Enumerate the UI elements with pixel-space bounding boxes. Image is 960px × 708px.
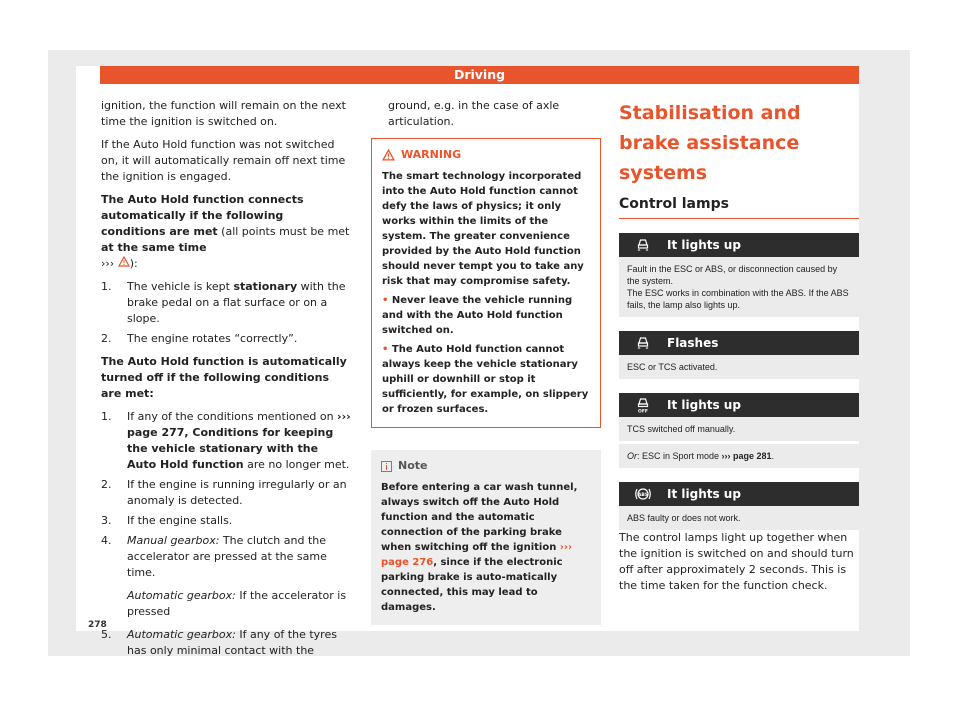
lamp-entry [619,233,859,317]
warning-box [371,138,601,428]
lamp-description [619,506,859,530]
lamp-header [619,331,859,355]
italic-text: Manual gearbox: [127,534,220,547]
bullet-icon: • [382,344,389,355]
section-subtitle: Control lamps [619,196,859,219]
subheading [101,354,351,402]
note-body [371,480,601,615]
text: (all points must be met [217,225,350,238]
italic-text: Or [627,451,637,461]
text: If the engine is running irregularly or an anomaly is detected. [127,478,347,507]
text: Fault in the ESC or ABS, or disconnection caused by the system. [627,264,838,286]
svg-text:ABS: ABS [637,492,649,498]
lamp-status: It lights up [667,398,741,412]
text: The vehicle is kept [127,280,234,293]
note-title: Note [398,459,428,472]
list-number: 1. [101,410,112,423]
warning-header [372,139,600,169]
bold-text: The Auto Hold function connects automatically if the following conditions are met [101,193,304,238]
list-number: 2. [101,478,112,491]
bold-text: stationary [233,280,298,293]
section-title: Stabilisation and brake assistance systems [619,102,801,184]
lamp-entry [619,482,859,530]
page-link[interactable]: ››› page 277, Conditions for keeping the vehicle stationary with the Auto Hold function [127,410,351,471]
list-item [101,331,351,347]
text: : ESC in Sport mode [637,451,722,461]
page-number: 278 [88,620,107,630]
lamp-status: It lights up [667,238,741,252]
warning-body [372,169,600,417]
svg-text:OFF: OFF [638,409,648,413]
section-header: Driving [100,66,859,84]
list-item [101,409,351,473]
text: The Auto Hold function cannot always keep the vehicle stationary uphill or downhill or stop it sufficiently, for example, on slippery or frozen surfaces. [382,344,589,415]
bullet-icon: • [382,295,389,306]
paragraph [101,192,351,272]
column-left [101,98,351,666]
paragraph: ground, e.g. in the case of axle articulation. [388,99,560,128]
text: The engine rotates “correctly”. [127,332,298,345]
esc-off-icon [619,397,667,413]
paragraph: If the Auto Hold function was not switched on, it will automatically remain off next time the ignition is engaged. [101,138,346,183]
column-right [619,98,859,601]
esc-icon [619,237,667,253]
list-item [101,513,351,529]
lamp-description [619,444,859,468]
abs-icon [619,486,667,502]
text: are no longer met. [243,458,350,471]
warning-bullet [382,293,590,338]
text: The ESC works in combination with the ABS. If the ABS fails, the lamp also lights up. [627,288,849,310]
warning-text: The smart technology incorporated into the Auto Hold function cannot defy the laws of physics; it only works within the limits of the system. The greater convenience provided by the Auto Hold function should never tempt you to take any risk that may compromise safety. [382,171,584,287]
lamp-entry [619,393,859,468]
lamp-header [619,482,859,506]
warning-title: WARNING [401,148,462,161]
lamp-status: It lights up [667,487,741,501]
list-number: 5. [101,628,112,641]
lamp-header [619,393,859,417]
info-icon [381,461,392,472]
text: . [771,451,775,461]
warning-triangle-icon [382,149,395,161]
lamp-description [619,417,859,441]
list-number: 4. [101,534,112,547]
text: with the brake pedal on a flat surface or on a slope. [127,280,346,325]
text: If the engine stalls. [127,514,233,527]
text: ): [129,257,138,270]
text: If the accelerator is pressed [127,589,347,618]
list-item [101,533,351,581]
text: The clutch and the accelerator are pressed at the same time. [127,534,327,579]
paragraph: ignition, the function will remain on the next time the ignition is switched on. [101,99,346,128]
text: , since if the electronic parking brake is auto-matically connected, this may lead to damages. [381,557,563,613]
list-number: 1. [101,280,112,293]
paragraph: The control lamps light up together when the ignition is switched on and should turn off after approximately 2 seconds. This is the time taken for the function check. [619,531,854,592]
text: ESC or TCS activated. [627,362,718,372]
italic-text: Automatic gearbox: [127,589,236,602]
note-box [371,450,601,625]
list-item [101,477,351,509]
bold-text: The Auto Hold function is automatically turned off if the following conditions are met: [101,355,347,400]
text: If any of the tyres has only minimal contact with the [127,628,337,657]
conditions-off-list-cont [101,627,351,659]
reference-arrows: ››› [101,257,115,270]
text: TCS switched off manually. [627,424,736,434]
warning-triangle-icon [118,256,130,267]
text: ABS faulty or does not work. [627,513,741,523]
lamp-entry [619,331,859,379]
lamp-status: Flashes [667,336,719,350]
list-number: 2. [101,332,112,345]
italic-text: Automatic gearbox: [127,628,236,641]
bold-text: at the same time [101,241,207,254]
list-item [101,279,351,327]
list-number: 3. [101,514,112,527]
warning-bullet [382,342,590,417]
lamp-header [619,233,859,257]
lamp-description [619,257,859,317]
list-item [101,627,351,659]
lamp-description [619,355,859,379]
text: If any of the conditions mentioned on [127,410,338,423]
list-continuation [101,588,351,620]
text: Before entering a car wash tunnel, always switch off the Auto Hold function and the automatic connection of the parking brake when switching off the ignition [381,482,578,553]
column-middle [371,98,601,625]
text: Never leave the vehicle running and with the Auto Hold function switched on. [382,295,573,336]
conditions-off-list [101,409,351,581]
page-link[interactable]: ››› page 281 [721,451,772,461]
esc-icon [619,335,667,351]
note-header [371,450,601,480]
conditions-on-list [101,279,351,347]
page-link[interactable]: ››› page 276 [381,542,573,568]
